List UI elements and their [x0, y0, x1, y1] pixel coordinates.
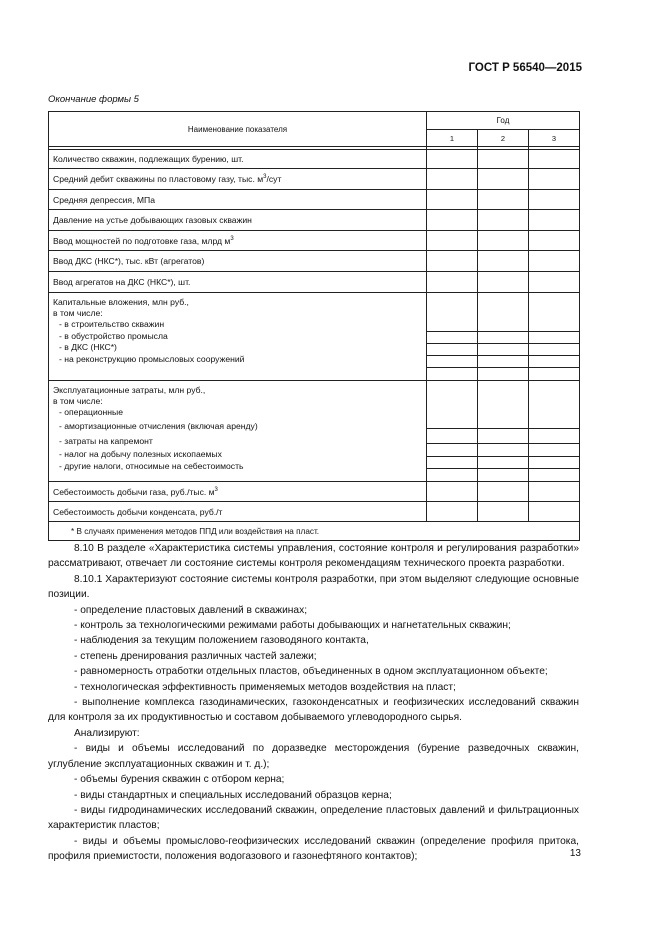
list-item: - виды гидродинамических исследований скважин, определение пластовых давлений и фильтрационных характеристик пластов;: [48, 804, 579, 832]
operating-costs-row: [49, 381, 580, 482]
list-item: - виды и объемы исследований по доразведке месторождения (бурение разведочных скважин, углубление эксплуатационных скважин и т. д.);: [48, 743, 579, 770]
footnote-row: [49, 522, 580, 541]
table-row: [49, 251, 580, 272]
list-item: - равномерность отработки отдельных пластов, объединенных в одном эксплуатационном объекте;: [74, 666, 548, 678]
list-item: - виды и объемы промыслово-геофизических исследований скважин (определение профиля притока, профиля приемистости, положения водогазового и газонефтяного контактов);: [48, 835, 579, 863]
year-2: 2: [478, 130, 529, 147]
table-row: [49, 482, 580, 502]
row-label: Средний дебит скважины по пластовому газу, тыс. $м^3$/сут: [49, 169, 427, 190]
list-item: - наблюдения за текущим положением газоводяного контакта,: [74, 635, 369, 647]
row-label: Средняя депрессия, МПа: [49, 190, 427, 210]
table-row: [49, 190, 580, 210]
row-label: Себестоимость добычи газа, руб./тыс. $м^3$: [49, 482, 427, 502]
body-text: [48, 541, 579, 865]
list-item: - виды стандартных и специальных исследований образцов керна;: [74, 789, 392, 801]
table-footnote: * В случаях применения методов ППД или воздействия на пласт.: [49, 522, 580, 541]
capital-investment-row: [49, 293, 580, 381]
row-label: Себестоимость добычи конденсата, руб./т: [49, 502, 427, 522]
row-label: Давление на устье добывающих газовых скважин: [49, 210, 427, 231]
capital-investment-label: Капитальные вложения, млн руб., в том числе: - в строительство скважин - в обустройство промысла - в ДКС (НКС*) - на реконструкцию промысловых сооружений: [49, 293, 427, 381]
year-3: 3: [529, 130, 580, 147]
standard-number: ГОСТ Р 56540—2015: [468, 62, 582, 74]
table-row: [49, 272, 580, 293]
list-item: - определение пластовых давлений в скважинах;: [74, 604, 308, 616]
table-row: [49, 210, 580, 231]
table-row: [49, 502, 580, 522]
list-item: - технологическая эффективность применяемых методов воздействия на пласт;: [74, 681, 456, 693]
year-header: Год: [427, 112, 580, 130]
list-item: - степень дренирования различных частей залежи;: [74, 650, 317, 662]
paragraph: 8.10.1 Характеризуют состояние системы контроля разработки, при этом выделяют следующие основные позиции.: [48, 573, 579, 601]
list-item: - выполнение комплекса газодинамических, газоконденсатных и геофизических исследований скважин для контроля за их продуктивностью и составом добываемого углеводородного сырья.: [48, 697, 579, 724]
paragraph: 8.10 В разделе «Характеристика системы управления, состояние контроля и регулирования разработки» рассматривают, отвечает ли состояние системы контроля рекомендациям технического проекта разработки.: [48, 543, 579, 570]
form-caption: Окончание формы 5: [48, 94, 139, 105]
row-label: Ввод ДКС (НКС*), тыс. кВт (агрегатов): [49, 251, 427, 272]
page-number: 13: [569, 848, 581, 859]
table-row: [49, 169, 580, 190]
row-label: Ввод агрегатов на ДКС (НКС*), шт.: [49, 272, 427, 293]
year-1: 1: [427, 130, 478, 147]
table-row: [49, 231, 580, 251]
operating-costs-label: Эксплуатационные затраты, млн руб., в том числе: - операционные - амортизационные отчисления (включая аренду) - затраты на капремонт - налог на добычу полезных ископаемых - другие налоги, относимые на себестоимость: [49, 381, 427, 482]
indicator-header: Наименование показателя: [49, 112, 427, 147]
row-label: Количество скважин, подлежащих бурению, шт.: [49, 150, 427, 169]
indicators-table: [48, 111, 580, 541]
paragraph: Анализируют:: [74, 727, 140, 739]
row-label: Ввод мощностей по подготовке газа, млрд $м^3$: [49, 231, 427, 251]
table-row: [49, 150, 580, 169]
list-item: - объемы бурения скважин с отбором керна;: [74, 774, 285, 786]
table-header-row: [49, 112, 580, 130]
list-item: - контроль за технологическими режимами работы добывающих и нагнетательных скважин;: [74, 620, 511, 632]
